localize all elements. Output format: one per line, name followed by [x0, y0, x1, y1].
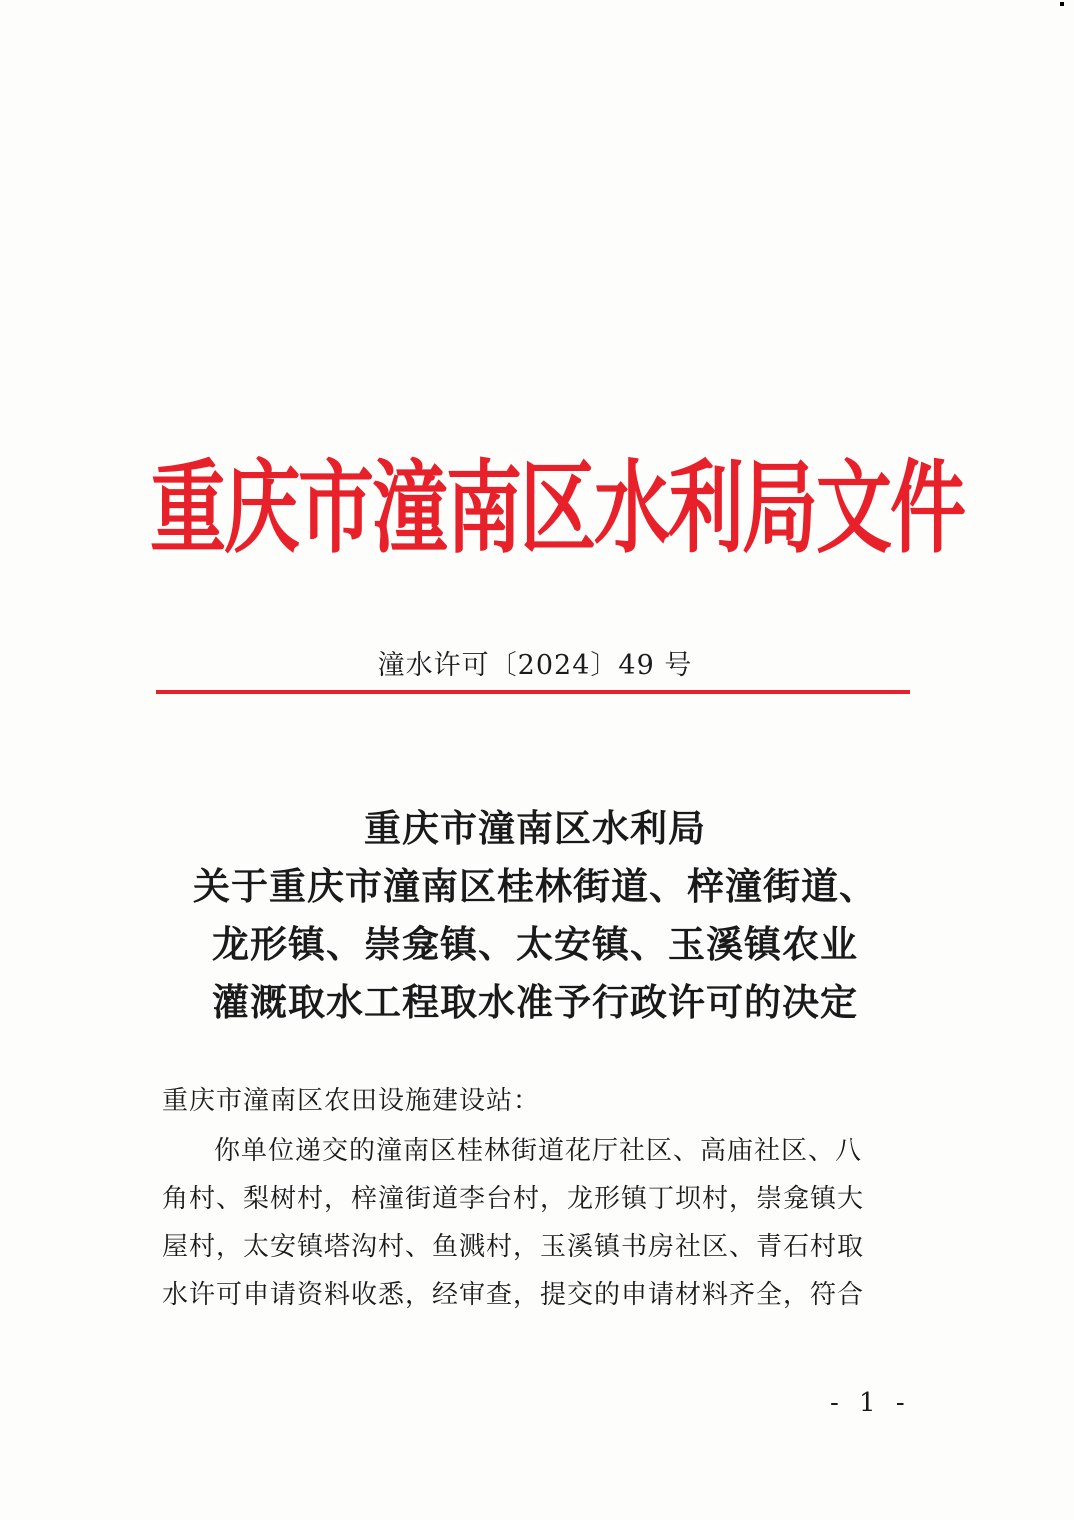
body-line: 你单位递交的潼南区桂林街道花厅社区、高庙社区、八: [214, 1136, 863, 1166]
title-line: 关于重庆市潼南区桂林街道、梓潼街道、: [193, 865, 877, 908]
red-header-divider: [156, 690, 910, 694]
title-line: 灌溉取水工程取水准予行政许可的决定: [212, 981, 858, 1024]
title-line: 重庆市潼南区水利局: [364, 807, 706, 850]
body-line: 屋村，太安镇塔沟村、鱼溅村，玉溪镇书房社区、青石村取: [162, 1232, 865, 1262]
addressee: 重庆市潼南区农田设施建设站：: [162, 1086, 541, 1116]
body-line: 角村、梨树村，梓潼街道李台村，龙形镇丁坝村，崇龛镇大: [162, 1184, 865, 1214]
body-line: 水许可申请资料收悉，经审查，提交的申请材料齐全，符合: [162, 1280, 865, 1310]
page-number: - 1 -: [830, 1388, 911, 1418]
body-paragraph: [162, 1127, 907, 1319]
title-line: 龙形镇、崇龛镇、太安镇、玉溪镇农业: [212, 923, 858, 966]
agency-header-title: 重庆市潼南区水利局文件: [150, 449, 964, 567]
document-number: 潼水许可〔2024〕49 号: [377, 650, 693, 681]
scan-corner-mark: [1060, 2, 1064, 6]
decision-title: [150, 800, 920, 1032]
